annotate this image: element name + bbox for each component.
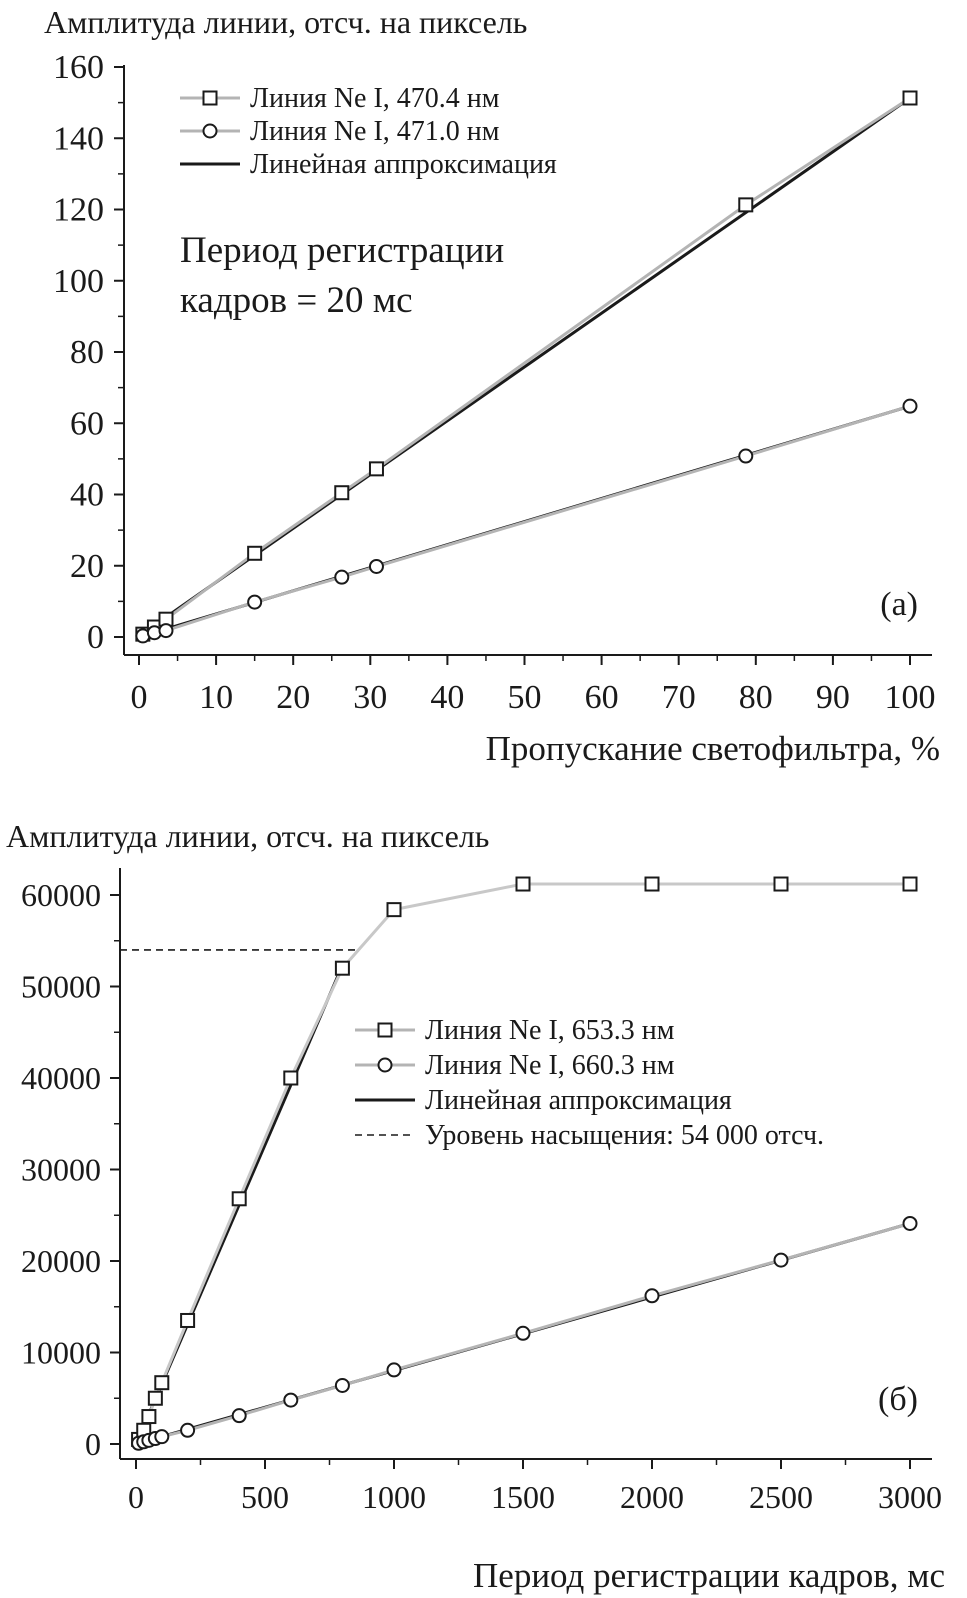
x-tick-label: 1500 <box>491 1479 555 1515</box>
point-square-series-1 <box>335 486 348 499</box>
panel-a-annotation-line2: кадров = 20 мс <box>180 280 413 321</box>
point-square-series-1 <box>646 878 659 891</box>
y-tick-label: 100 <box>53 262 104 300</box>
point-square-series-1 <box>739 198 752 211</box>
point-circle-series-2 <box>517 1327 530 1340</box>
point-circle-series-2 <box>181 1424 194 1437</box>
panel-a-annotation-line1: Период регистрации <box>180 230 505 271</box>
point-square-series-1 <box>904 91 917 104</box>
point-circle-series-2 <box>775 1254 788 1267</box>
x-tick-label: 3000 <box>878 1479 942 1515</box>
point-circle-series-2 <box>370 560 383 573</box>
x-tick-label: 50 <box>507 679 542 716</box>
x-tick-label: 80 <box>738 679 773 716</box>
x-tick-label: 90 <box>815 679 850 716</box>
y-tick-label: 20000 <box>21 1243 101 1279</box>
panel-b-label: (б) <box>878 1381 918 1418</box>
legend-label: Линия Ne I, 653.3 нм <box>425 1015 675 1046</box>
x-tick-label: 0 <box>130 679 148 716</box>
y-tick-label: 40000 <box>21 1060 101 1096</box>
y-tick-label: 60000 <box>21 877 101 913</box>
point-square-series-1 <box>517 878 530 891</box>
point-circle-series-2 <box>284 1394 297 1407</box>
point-square-series-1 <box>284 1072 297 1085</box>
panel-a-legend <box>180 83 557 180</box>
point-square-series-1 <box>248 547 261 560</box>
legend-label: Линия Ne I, 471.0 нм <box>250 116 500 147</box>
panel-a-ylabel: Амплитуда линии, отсч. на пиксель <box>44 4 528 40</box>
legend-label: Линия Ne I, 660.3 нм <box>425 1050 675 1081</box>
y-tick-label: 140 <box>53 120 104 158</box>
x-tick-label: 40 <box>430 679 465 716</box>
legend-marker-square <box>204 92 217 105</box>
point-circle-series-2 <box>233 1409 246 1422</box>
panel-b-series <box>132 878 916 1450</box>
point-square-series-1 <box>155 1376 168 1389</box>
x-tick-label: 60 <box>584 679 619 716</box>
legend-label: Линейная аппроксимация <box>425 1085 732 1116</box>
point-circle-series-2 <box>739 450 752 463</box>
point-circle-series-2 <box>159 624 172 637</box>
point-square-series-1 <box>149 1392 162 1405</box>
x-tick-label: 100 <box>884 679 936 716</box>
x-tick-label: 10 <box>199 679 234 716</box>
point-square-series-1 <box>142 1410 155 1423</box>
panel-a-xlabel: Пропускание светофильтра, % <box>485 729 940 768</box>
panel-b-ylabel: Амплитуда линии, отсч. на пиксель <box>6 818 490 854</box>
legend-label: Уровень насыщения: 54 000 отсч. <box>425 1120 825 1151</box>
x-tick-label: 0 <box>128 1479 144 1515</box>
point-square-series-1 <box>336 962 349 975</box>
point-square-series-1 <box>775 878 788 891</box>
panel-b-axes <box>21 868 942 1515</box>
y-tick-label: 40 <box>70 476 104 514</box>
y-tick-label: 120 <box>53 191 104 229</box>
y-tick-label: 80 <box>70 334 104 371</box>
panel-a <box>44 4 940 768</box>
y-tick-label: 50000 <box>21 968 101 1005</box>
point-circle-series-2 <box>904 400 917 413</box>
point-circle-series-2 <box>335 571 348 584</box>
legend-marker-circle <box>204 125 217 138</box>
y-tick-label: 20 <box>70 547 104 585</box>
point-circle-series-2 <box>388 1363 401 1376</box>
point-circle-series-2 <box>336 1379 349 1392</box>
series-line-1 <box>139 884 910 1439</box>
panel-a-label: (а) <box>880 586 918 623</box>
point-circle-series-2 <box>904 1217 917 1230</box>
y-tick-label: 10000 <box>21 1334 101 1371</box>
x-tick-label: 1000 <box>362 1479 426 1515</box>
x-tick-label: 20 <box>276 679 311 716</box>
panel-b-legend <box>355 1015 824 1151</box>
point-square-series-1 <box>388 903 401 916</box>
legend-marker-square <box>379 1024 392 1037</box>
legend-marker-circle <box>379 1059 392 1072</box>
x-tick-label: 2500 <box>749 1479 813 1515</box>
legend-label: Линия Ne I, 470.4 нм <box>250 83 500 114</box>
x-tick-label: 2000 <box>620 1479 684 1515</box>
point-square-series-1 <box>370 462 383 475</box>
point-circle-series-2 <box>646 1289 659 1302</box>
x-tick-label: 70 <box>661 679 696 716</box>
panel-b-xlabel: Период регистрации кадров, мс <box>473 1556 945 1595</box>
x-tick-label: 30 <box>353 679 388 716</box>
panel-b <box>6 818 945 1595</box>
point-square-series-1 <box>904 878 917 891</box>
point-square-series-1 <box>181 1314 194 1327</box>
point-circle-series-2 <box>248 596 261 609</box>
y-tick-label: 0 <box>85 1426 101 1462</box>
y-tick-label: 160 <box>53 49 104 86</box>
y-tick-label: 60 <box>70 405 104 443</box>
point-square-series-1 <box>233 1192 246 1205</box>
x-tick-label: 500 <box>241 1479 289 1515</box>
legend-label: Линейная аппроксимация <box>250 149 557 180</box>
y-tick-label: 0 <box>87 619 104 656</box>
y-tick-label: 30000 <box>21 1151 101 1188</box>
point-circle-series-2 <box>155 1430 168 1443</box>
